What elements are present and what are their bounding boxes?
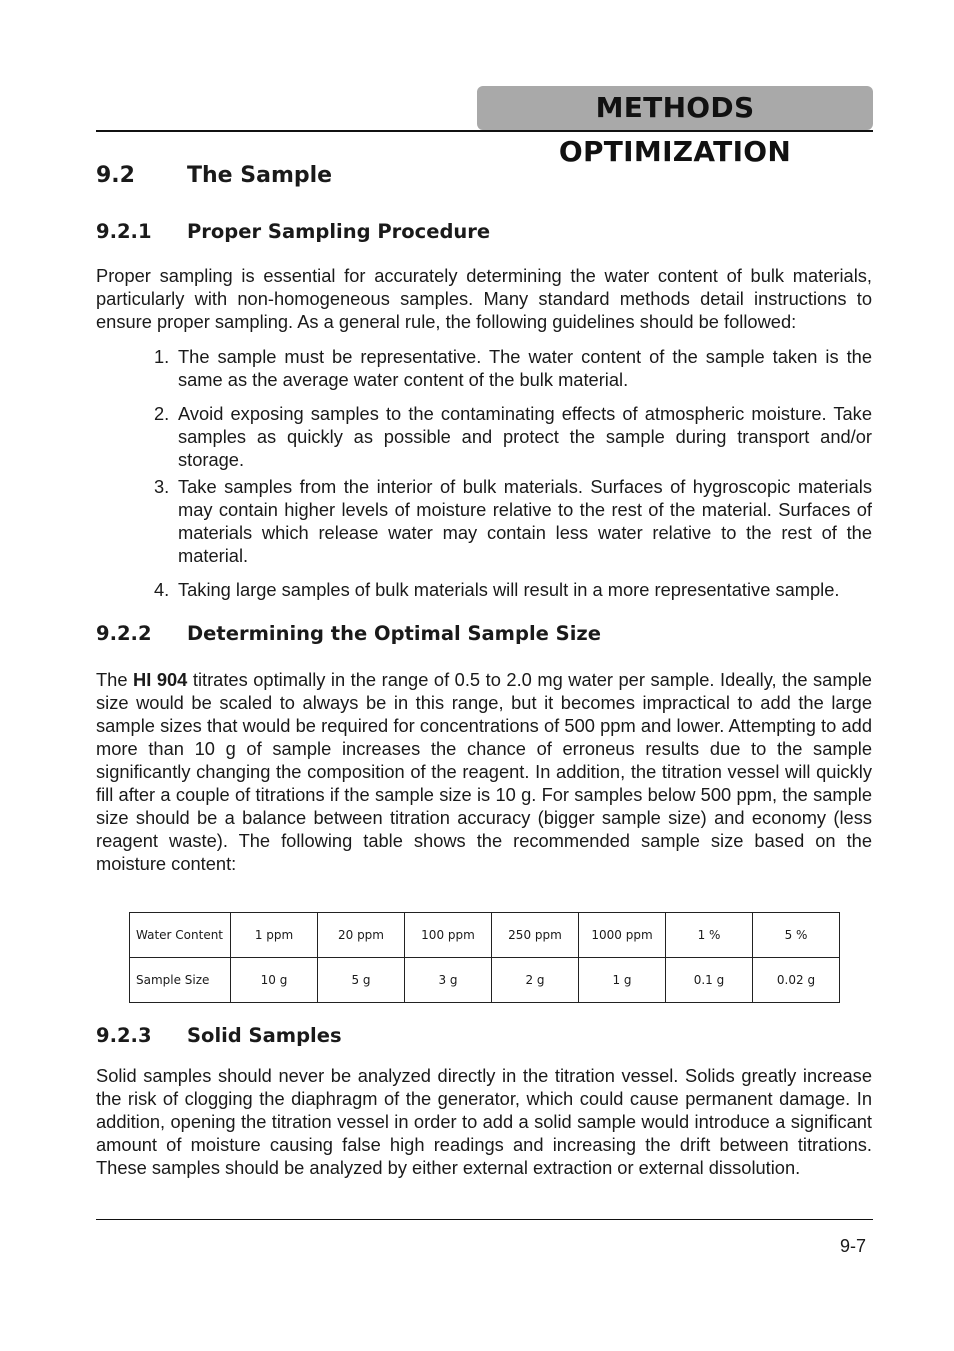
list-item <box>150 345 872 391</box>
row-header: Water Content <box>130 913 231 958</box>
footer-rule <box>96 1219 873 1220</box>
table-cell: 1 g <box>579 958 666 1003</box>
solid-samples-paragraph: Solid samples should never be analyzed directly in the titration vessel. Solids greatly increase the risk of clogging the diaphragm of the generator, which could cause permanent damage. In addition, opening the titration vessel in order to add a solid sample would introduce a significant amount of moisture causing false high readings and increasing the drift between titrations. These samples should be analyzed by either external extraction or external dissolution. <box>96 1065 872 1178</box>
table-row <box>130 913 840 958</box>
subsection-heading-1 <box>96 220 490 243</box>
section-heading <box>96 163 332 188</box>
list-number: 3. <box>154 476 170 497</box>
table-cell: 1000 ppm <box>579 913 666 958</box>
sampling-intro: Proper sampling is essential for accurately determining the water content of bulk materials, particularly with non-homogeneous samples. Many standard methods detail instructions to ensure proper sampling. As a general rule, the following guidelines should be followed: <box>96 265 872 332</box>
list-item <box>150 402 872 471</box>
table-cell: 1 % <box>666 913 753 958</box>
table-cell: 10 g <box>231 958 318 1003</box>
subsection-title: Determining the Optimal Sample Size <box>187 622 601 645</box>
subsection-heading-3 <box>96 1024 342 1047</box>
subsection-number: 9.2.2 <box>96 622 152 645</box>
table-cell: 1 ppm <box>231 913 318 958</box>
table-cell: 0.02 g <box>753 958 840 1003</box>
row-header: Sample Size <box>130 958 231 1003</box>
table-cell: 3 g <box>405 958 492 1003</box>
list-item <box>150 578 872 601</box>
text: The <box>96 669 134 690</box>
list-text: The sample must be representative. The water content of the sample taken is the same as the average water content of the bulk material. <box>178 346 872 390</box>
table-cell: 2 g <box>492 958 579 1003</box>
list-text: Taking large samples of bulk materials will result in a more representative sample. <box>178 579 840 600</box>
table-cell: 20 ppm <box>318 913 405 958</box>
table-row <box>130 958 840 1003</box>
page-number: 9-7 <box>840 1236 867 1256</box>
table-cell: 100 ppm <box>405 913 492 958</box>
list-number: 2. <box>154 403 170 424</box>
subsection-title: Solid Samples <box>187 1024 342 1047</box>
subsection-heading-2 <box>96 622 601 645</box>
list-text: Avoid exposing samples to the contaminating effects of atmospheric moisture. Take samples as quickly as possible and protect the sample during transport and/or storage. <box>178 403 872 470</box>
sample-size-table <box>129 912 840 1003</box>
subsection-number: 9.2.1 <box>96 220 152 243</box>
table-cell: 250 ppm <box>492 913 579 958</box>
section-number: 9.2 <box>96 163 135 188</box>
sample-size-paragraph <box>96 668 872 875</box>
text: titrates optimally in the range of 0.5 to 2.0 mg water per sample. Ideally, the sample size would be scaled to always be in this range, but it becomes impractical to add the large sample sizes that would be required for concentrations of 500 ppm and lower. Attempting to add more than 10 g of sample increases the chance of erroneus results due to the sample significantly changing the composition of the reagent. In addition, the titration vessel will quickly fill after a couple of titrations if the sample size is 10 g. For samples below 500 ppm, the sample size should be a balance between titration accuracy (bigger sample size) and economy (less reagent waste). The following table shows the recommended sample size based on the moisture content: <box>96 669 872 874</box>
table-cell: 5 g <box>318 958 405 1003</box>
subsection-number: 9.2.3 <box>96 1024 152 1047</box>
product-name: HI 904 <box>133 669 188 690</box>
list-text: Take samples from the interior of bulk materials. Surfaces of hygroscopic materials may contain higher levels of moisture relative to the rest of the material. Surfaces of materials which release water may contain less water relative to the rest of the material. <box>178 476 872 566</box>
table-cell: 5 % <box>753 913 840 958</box>
list-number: 1. <box>154 346 170 367</box>
list-number: 4. <box>154 579 170 600</box>
list-item <box>150 475 872 567</box>
section-title: The Sample <box>187 163 333 188</box>
header-rule <box>96 130 873 132</box>
subsection-title: Proper Sampling Procedure <box>187 220 491 243</box>
table-cell: 0.1 g <box>666 958 753 1003</box>
chapter-banner: METHODS OPTIMIZATION <box>477 86 873 130</box>
